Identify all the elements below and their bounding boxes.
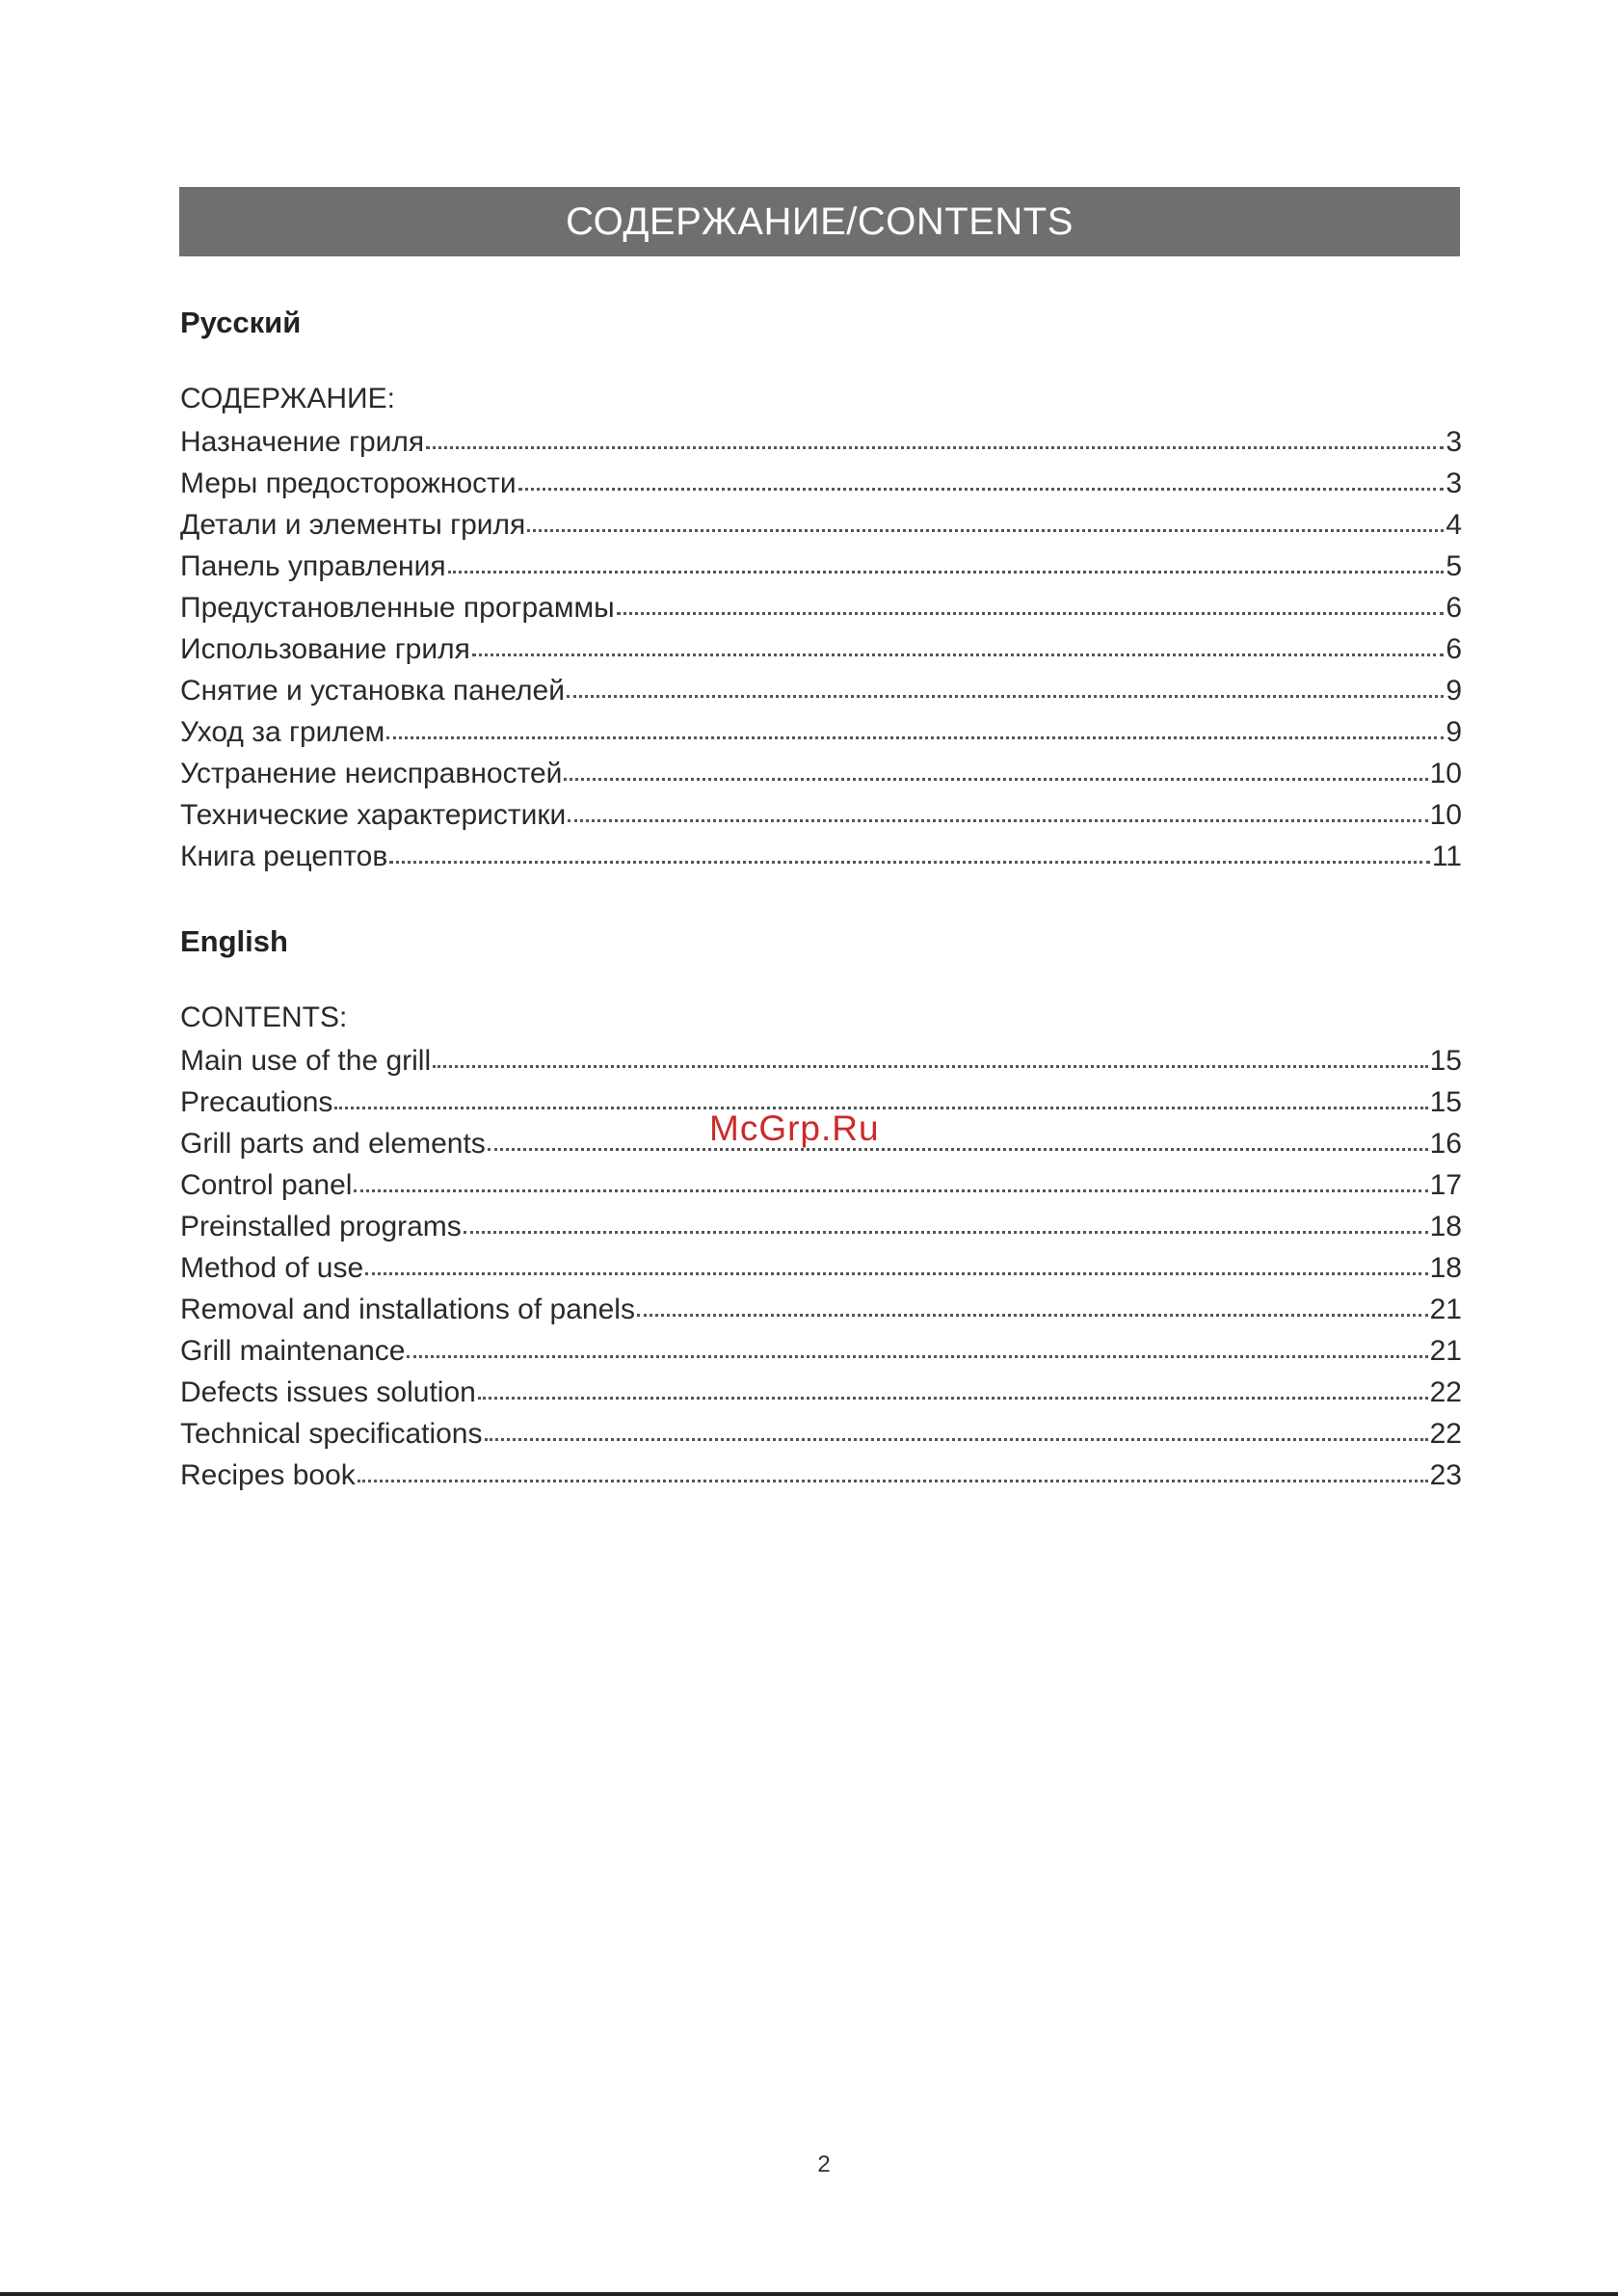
toc-entry[interactable] bbox=[180, 709, 1462, 751]
toc-entry[interactable] bbox=[180, 627, 1462, 668]
toc-entry-page: 3 bbox=[1446, 426, 1462, 458]
toc-entry[interactable] bbox=[180, 461, 1462, 502]
toc-entry[interactable] bbox=[180, 1245, 1462, 1287]
toc-entry[interactable] bbox=[180, 834, 1462, 875]
toc-content bbox=[180, 295, 1462, 1494]
toc-entry[interactable] bbox=[180, 668, 1462, 709]
header-bar bbox=[179, 187, 1460, 256]
dot-leader bbox=[334, 1078, 1427, 1109]
toc-list bbox=[180, 1038, 1462, 1494]
dot-leader bbox=[617, 583, 1445, 615]
toc-entry-page: 15 bbox=[1429, 1086, 1462, 1118]
toc-entry-page: 23 bbox=[1429, 1459, 1462, 1491]
bottom-divider bbox=[0, 2292, 1618, 2296]
toc-entry[interactable] bbox=[180, 1370, 1462, 1411]
toc-entry-page: 21 bbox=[1429, 1294, 1462, 1325]
dot-leader bbox=[488, 1119, 1428, 1151]
toc-entry-title: Использование гриля bbox=[180, 633, 470, 665]
toc-entry-title: Control panel bbox=[180, 1169, 353, 1201]
toc-entry-title: Панель управления bbox=[180, 550, 446, 582]
language-heading: Русский bbox=[180, 306, 302, 339]
contents-label: СОДЕРЖАНИЕ: bbox=[180, 383, 395, 414]
toc-entry-title: Technical specifications bbox=[180, 1418, 483, 1450]
toc-entry-page: 15 bbox=[1429, 1045, 1462, 1077]
toc-entry-page: 17 bbox=[1429, 1169, 1462, 1201]
dot-leader bbox=[433, 1036, 1427, 1068]
toc-entry-title: Технические характеристики bbox=[180, 799, 567, 831]
toc-entry-page: 21 bbox=[1429, 1335, 1462, 1367]
contents-label: CONTENTS: bbox=[180, 1001, 348, 1033]
dot-leader bbox=[527, 500, 1444, 532]
toc-entry-title: Уход за грилем bbox=[180, 716, 385, 748]
dot-leader bbox=[448, 542, 1445, 574]
toc-entry-title: Книга рецептов bbox=[180, 841, 388, 872]
toc-entry-title: Grill maintenance bbox=[180, 1335, 406, 1367]
toc-entry-page: 5 bbox=[1446, 550, 1462, 582]
dot-leader bbox=[354, 1161, 1427, 1192]
toc-entry[interactable] bbox=[180, 1453, 1462, 1494]
watermark-text: McGrp.Ru bbox=[709, 1108, 880, 1148]
toc-entry-page: 10 bbox=[1429, 799, 1462, 831]
dot-leader bbox=[365, 1243, 1428, 1275]
toc-entry-page: 18 bbox=[1429, 1252, 1462, 1284]
dot-leader bbox=[637, 1285, 1428, 1317]
toc-entry-title: Main use of the grill bbox=[180, 1045, 432, 1077]
toc-entry-title: Grill parts and elements bbox=[180, 1128, 486, 1160]
dot-leader bbox=[407, 1326, 1427, 1358]
toc-entry[interactable] bbox=[180, 585, 1462, 627]
toc-entry-page: 22 bbox=[1429, 1376, 1462, 1408]
toc-entry-page: 9 bbox=[1446, 675, 1462, 707]
toc-entry-title: Снятие и установка панелей bbox=[180, 675, 565, 707]
toc-entry-page: 6 bbox=[1446, 592, 1462, 624]
dot-leader bbox=[518, 459, 1445, 491]
toc-entry[interactable] bbox=[180, 792, 1462, 834]
dot-leader bbox=[564, 749, 1427, 781]
toc-entry-title: Меры предосторожности bbox=[180, 467, 517, 499]
dot-leader bbox=[426, 417, 1444, 449]
toc-entry-title: Defects issues solution bbox=[180, 1376, 476, 1408]
toc-entry-page: 22 bbox=[1429, 1418, 1462, 1450]
toc-section-russian bbox=[180, 295, 1462, 875]
dot-leader bbox=[568, 790, 1427, 822]
dot-leader bbox=[567, 666, 1444, 698]
toc-entry-title: Method of use bbox=[180, 1252, 364, 1284]
toc-entry[interactable] bbox=[180, 502, 1462, 544]
toc-entry[interactable] bbox=[180, 1411, 1462, 1453]
toc-list bbox=[180, 419, 1462, 875]
toc-entry[interactable] bbox=[180, 1162, 1462, 1204]
toc-entry-page: 18 bbox=[1429, 1211, 1462, 1242]
toc-entry-page: 6 bbox=[1446, 633, 1462, 665]
toc-entry-title: Предустановленные программы bbox=[180, 592, 615, 624]
toc-entry-page: 9 bbox=[1446, 716, 1462, 748]
toc-entry-page: 11 bbox=[1431, 841, 1462, 872]
dot-leader bbox=[472, 625, 1444, 656]
toc-entry-page: 10 bbox=[1429, 758, 1462, 789]
dot-leader bbox=[464, 1202, 1428, 1234]
toc-entry[interactable] bbox=[180, 1204, 1462, 1245]
toc-entry[interactable] bbox=[180, 1038, 1462, 1080]
toc-entry[interactable] bbox=[180, 1287, 1462, 1328]
dot-leader bbox=[478, 1368, 1428, 1400]
dot-leader bbox=[386, 707, 1444, 739]
toc-section-english bbox=[180, 914, 1462, 1494]
toc-entry-page: 4 bbox=[1446, 509, 1462, 541]
toc-entry[interactable] bbox=[180, 419, 1462, 461]
toc-entry-title: Устранение неисправностей bbox=[180, 758, 563, 789]
language-heading: English bbox=[180, 924, 288, 958]
toc-entry[interactable] bbox=[180, 1328, 1462, 1370]
toc-entry-title: Назначение гриля bbox=[180, 426, 425, 458]
toc-entry-title: Recipes book bbox=[180, 1459, 356, 1491]
toc-entry-title: Precautions bbox=[180, 1086, 333, 1118]
toc-entry-title: Preinstalled programs bbox=[180, 1211, 462, 1242]
dot-leader bbox=[358, 1451, 1428, 1482]
dot-leader bbox=[485, 1409, 1428, 1441]
page-title: СОДЕРЖАНИЕ/CONTENTS bbox=[566, 200, 1074, 243]
toc-entry[interactable] bbox=[180, 544, 1462, 585]
toc-entry-title: Removal and installations of panels bbox=[180, 1294, 635, 1325]
toc-entry[interactable] bbox=[180, 751, 1462, 792]
toc-entry-page: 3 bbox=[1446, 467, 1462, 499]
page-number: 2 bbox=[817, 2151, 831, 2177]
toc-entry-title: Детали и элементы гриля bbox=[180, 509, 526, 541]
dot-leader bbox=[389, 832, 1430, 864]
toc-entry-page: 16 bbox=[1429, 1128, 1462, 1160]
